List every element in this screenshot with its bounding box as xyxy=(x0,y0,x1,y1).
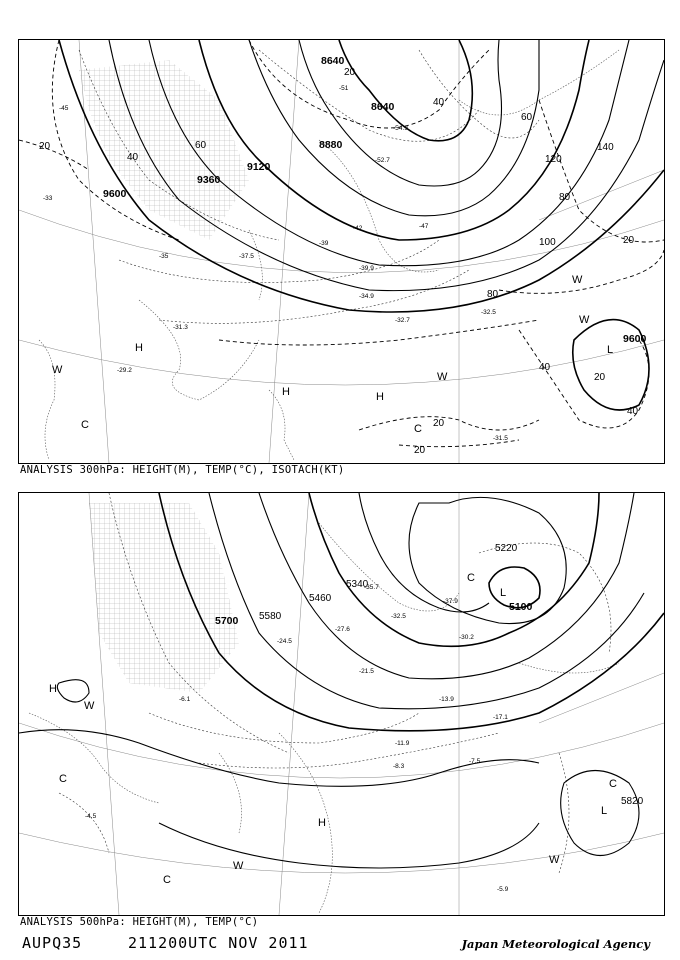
temp-label: -39.9 xyxy=(359,265,374,272)
isotach-label: 40 xyxy=(627,406,639,417)
caption-500hpa: ANALYSIS 500hPa: HEIGHT(M), TEMP(°C) xyxy=(20,916,259,928)
isotach-label: 40 xyxy=(433,97,445,108)
temp-label: -34.9 xyxy=(359,293,374,300)
temp-label: -6.1 xyxy=(179,696,191,703)
height-label: 8640 xyxy=(321,55,345,67)
low-center: L xyxy=(601,805,608,817)
temp-label: -30.2 xyxy=(459,634,474,641)
temp-label: -47 xyxy=(419,223,429,230)
temp-label: -35.7 xyxy=(364,584,379,591)
isotach-label: 80 xyxy=(559,192,571,203)
chart-300hpa xyxy=(18,39,665,464)
temp-label: -24.5 xyxy=(277,638,292,645)
cold-mark: C xyxy=(609,778,617,790)
height-label: 5820 xyxy=(621,796,644,807)
temp-label: -54.9 xyxy=(393,125,408,132)
isotach-label: 60 xyxy=(195,140,207,151)
warm-mark: W xyxy=(52,364,63,376)
height-label: 9120 xyxy=(247,161,271,173)
map-300hpa xyxy=(19,40,664,463)
isotach-label: 60 xyxy=(521,112,533,123)
temp-label: -37.9 xyxy=(443,598,458,605)
temp-label: -27.6 xyxy=(335,626,350,633)
cold-mark: C xyxy=(81,419,89,431)
height-label: 5580 xyxy=(259,611,282,622)
height-label: 9360 xyxy=(197,174,221,186)
height-label: 9600 xyxy=(623,333,647,345)
caption-300hpa: ANALYSIS 300hPa: HEIGHT(M), TEMP(°C), ISOTACH(KT) xyxy=(20,464,345,476)
bulletin-code: AUPQ35 xyxy=(22,934,83,952)
isotach-label: 40 xyxy=(127,152,139,163)
temp-label: -17.1 xyxy=(493,714,508,721)
isotach-label: 20 xyxy=(594,372,606,383)
height-label: 5700 xyxy=(215,615,239,627)
temp-label: -4.5 xyxy=(85,813,97,820)
isotach-label: 20 xyxy=(623,235,635,246)
temp-label: -42 xyxy=(353,225,363,232)
cold-mark: C xyxy=(59,773,67,785)
warm-mark: W xyxy=(572,274,583,286)
height-label: 8640 xyxy=(371,101,395,113)
low-center: L xyxy=(607,344,614,356)
terrain-hatch xyxy=(79,60,249,240)
cold-mark: C xyxy=(414,423,422,435)
isotach-label: 20 xyxy=(39,141,51,152)
valid-time: 211200UTC NOV 2011 xyxy=(128,934,309,952)
temp-label: -31.5 xyxy=(493,435,508,442)
temp-label: -32.5 xyxy=(391,613,406,620)
temp-label: -45 xyxy=(59,105,69,112)
height-label: 5460 xyxy=(309,593,332,604)
warm-mark: W xyxy=(84,700,95,712)
isotach-label: 80 xyxy=(487,289,499,300)
isotach-label: 140 xyxy=(597,142,614,153)
high-center: H xyxy=(49,683,57,695)
high-center: H xyxy=(135,342,143,354)
temp-label: -29.2 xyxy=(117,367,132,374)
height-label: 5100 xyxy=(509,601,533,613)
height-label: 8880 xyxy=(319,139,343,151)
temp-label: -7.5 xyxy=(469,758,481,765)
warm-mark: W xyxy=(549,854,560,866)
temp-label: -35 xyxy=(159,253,169,260)
temp-label: -39 xyxy=(319,240,329,247)
isotach-label: 20 xyxy=(344,67,356,78)
temp-label: -37.5 xyxy=(239,253,254,260)
warm-mark: W xyxy=(437,371,448,383)
isotach-label: 40 xyxy=(539,362,551,373)
warm-mark: W xyxy=(233,860,244,872)
height-label: 9600 xyxy=(103,188,127,200)
isotach-label: 120 xyxy=(545,154,562,165)
high-center: H xyxy=(376,391,384,403)
temp-label: -13.9 xyxy=(439,696,454,703)
temp-label: -33 xyxy=(43,195,53,202)
temp-label: -21.5 xyxy=(359,668,374,675)
temp-label: -32.5 xyxy=(481,309,496,316)
isotach-label: 20 xyxy=(433,418,445,429)
high-center: H xyxy=(318,817,326,829)
warm-mark: W xyxy=(579,314,590,326)
high-center: H xyxy=(282,386,290,398)
terrain-hatch xyxy=(89,503,239,693)
temp-label: -11.9 xyxy=(395,740,410,747)
temp-label: -52.7 xyxy=(375,157,390,164)
low-center: L xyxy=(500,587,507,599)
chart-500hpa xyxy=(18,492,665,916)
temp-label: -51 xyxy=(339,85,349,92)
isotach-label: 20 xyxy=(414,445,426,456)
temp-label: -31.3 xyxy=(173,324,188,331)
height-label: 5340 xyxy=(346,579,369,590)
isotach-label: 100 xyxy=(539,237,556,248)
cold-mark: C xyxy=(163,874,171,886)
temp-label: -5.9 xyxy=(497,886,509,893)
map-500hpa xyxy=(19,493,664,915)
agency-credit: Japan Meteorological Agency xyxy=(461,937,650,951)
temp-label: -8.3 xyxy=(393,763,405,770)
temp-label: -32.7 xyxy=(395,317,410,324)
height-label: 5220 xyxy=(495,543,518,554)
cold-mark: C xyxy=(467,572,475,584)
